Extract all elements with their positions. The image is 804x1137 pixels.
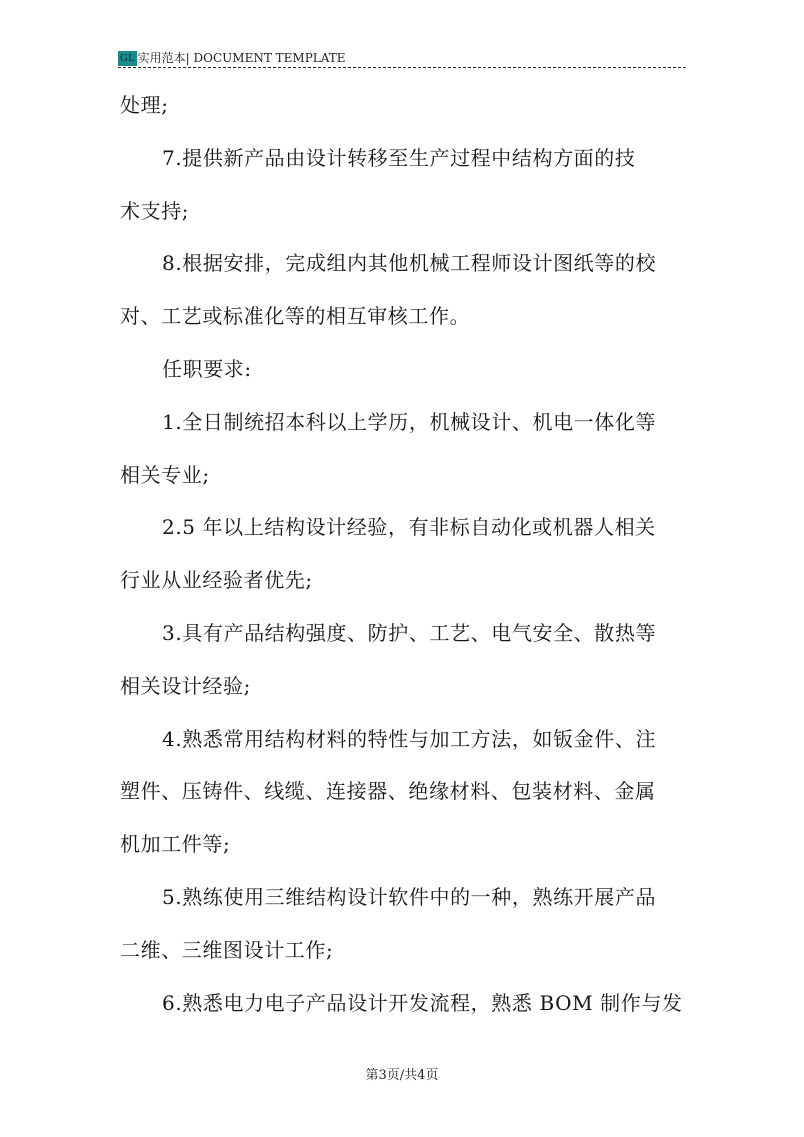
- page-footer: [0, 1064, 804, 1083]
- text-line: 机加工件等;: [120, 832, 231, 857]
- requirement-item-3: 3.具有产品结构强度、防护、工艺、电气安全、散热等: [162, 620, 657, 645]
- text-line: 术支持;: [120, 198, 190, 223]
- requirement-item-6: 6.熟悉电力电子产品设计开发流程，熟悉 BOM 制作与发: [162, 990, 683, 1015]
- text-line: 对、工艺或标准化等的相互审核工作。: [120, 304, 471, 329]
- text-line: 相关设计经验;: [120, 673, 251, 698]
- page-header: [118, 46, 686, 68]
- requirement-item-2: 2.5 年以上结构设计经验，有非标自动化或机器人相关: [162, 515, 656, 540]
- document-body: [120, 82, 686, 1032]
- gl-logo-icon: GL: [120, 52, 135, 64]
- header-title: 实用范本| DOCUMENT TEMPLATE: [137, 51, 346, 65]
- section-heading: 任职要求:: [162, 356, 252, 381]
- text-line: 相关专业;: [120, 462, 210, 487]
- text-line: 行业从业经验者优先;: [120, 568, 313, 593]
- requirement-item-4: 4.熟悉常用结构材料的特性与加工方法，如钣金件、注: [162, 726, 657, 751]
- text-line: 处理;: [120, 93, 169, 117]
- list-item-7: 7.提供新产品由设计转移至生产过程中结构方面的技: [162, 145, 636, 170]
- list-item-8: 8.根据安排，完成组内其他机械工程师设计图纸等的校: [162, 251, 657, 276]
- requirement-item-5: 5.熟练使用三维结构设计软件中的一种，熟练开展产品: [162, 884, 657, 909]
- text-line: 塑件、压铸件、线缆、连接器、绝缘材料、包装材料、金属: [120, 779, 656, 804]
- text-line: 二维、三维图设计工作;: [120, 937, 334, 962]
- page-indicator: 第3页/共4页: [365, 1068, 439, 1083]
- requirement-item-1: 1.全日制统招本科以上学历，机械设计、机电一体化等: [162, 409, 657, 434]
